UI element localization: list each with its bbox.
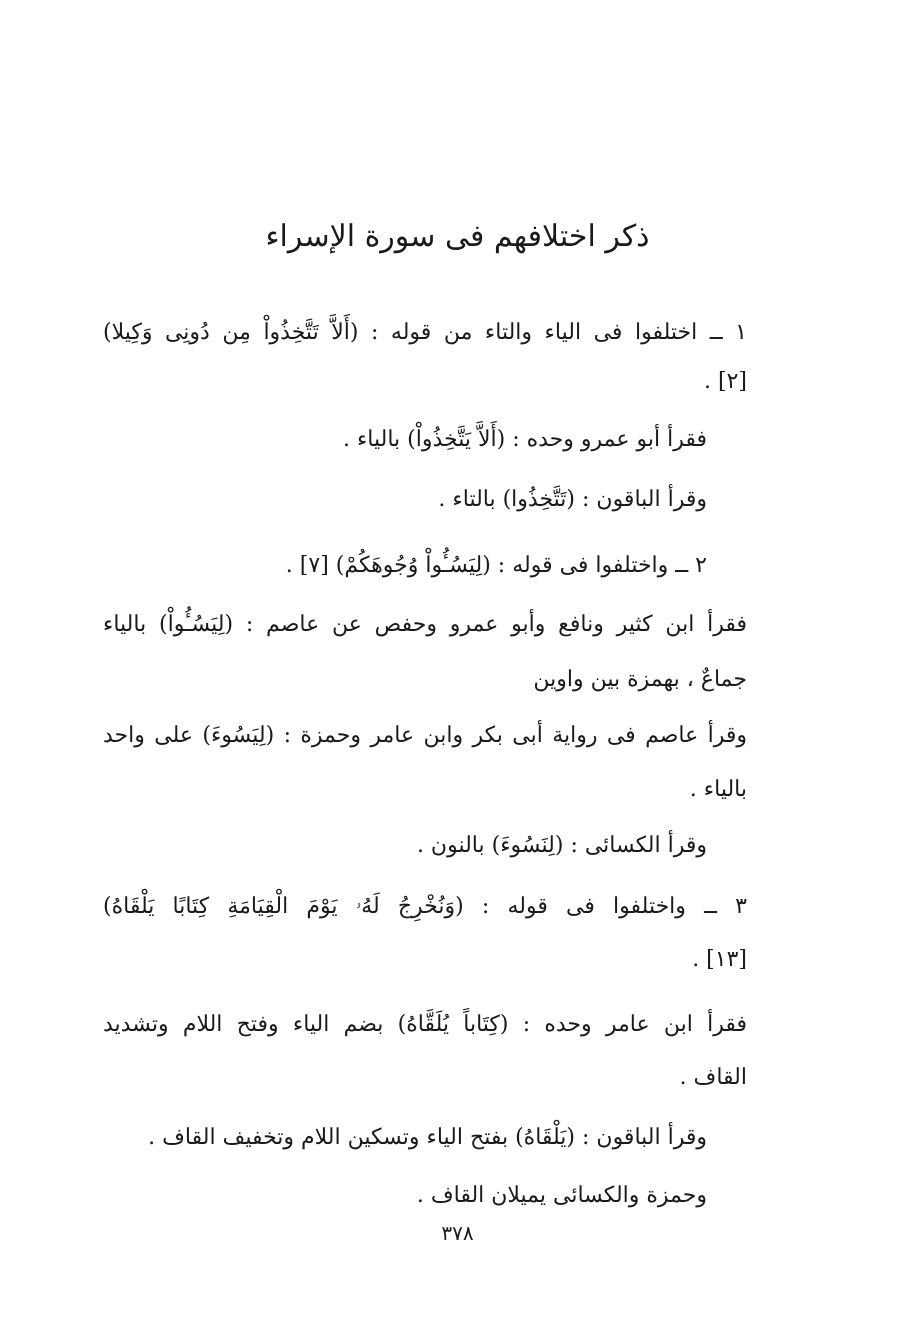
- text-line-1: ١ ــ اختلفوا فى الياء والتاء من قوله : (أَلاَّ تَتَّخِذُواْ مِن دُونِى وَكِيلا): [103, 320, 747, 345]
- text-line-15: وقرأ الباقون : (يَلْقَاهُ) بفتح الياء وتسكين اللام وتخفيف القاف .: [148, 1125, 707, 1150]
- text-line-12: [١٣] .: [692, 947, 747, 972]
- text-line-11: ٣ ــ واختلفوا فى قوله : (وَنُخْرِجُ لَهُۥ يَوْمَ الْقِيَامَةِ كِتَابًا يَلْقَاهُ): [103, 894, 747, 919]
- page-heading: ذكر اختلافهم فى سورة الإسراء: [265, 219, 650, 254]
- text-line-8: وقرأ عاصم فى رواية أبى بكر وابن عامر وحمزة : (لِيَسُوءَ) على واحد: [103, 723, 747, 748]
- text-line-9: بالياء .: [689, 777, 747, 802]
- text-line-16: وحمزة والكسائى يميلان القاف .: [416, 1183, 707, 1208]
- text-line-10: وقرأ الكسائى : (لِنَسُوءَ) بالنون .: [416, 833, 707, 858]
- text-line-2: [٢] .: [704, 369, 747, 394]
- text-line-13: فقرأ ابن عامر وحده : (كِتَاباً يُلَقَّاهُ) بضم الياء وفتح اللام وتشديد: [103, 1012, 747, 1037]
- text-line-14: القاف .: [679, 1065, 747, 1090]
- text-line-3: فقرأ أبو عمرو وحده : (أَلاَّ يَتَّخِذُواْ) بالياء .: [342, 427, 707, 452]
- page-number: ٣٧٨: [441, 1221, 474, 1245]
- text-line-7: جماعٌ ، بهمزة بين واوين: [533, 667, 747, 692]
- text-line-4: وقرأ الباقون : (تَتَّخِذُوا) بالتاء .: [438, 487, 707, 512]
- text-line-5: ٢ ــ واختلفوا فى قوله : (لِيَسُـُٔواْ وُجُوهَكُمْ) [٧] .: [285, 553, 707, 578]
- text-line-6: فقرأ ابن كثير ونافع وأبو عمرو وحفص عن عاصم : (لِيَسُـُٔواْ) بالياء: [103, 612, 747, 637]
